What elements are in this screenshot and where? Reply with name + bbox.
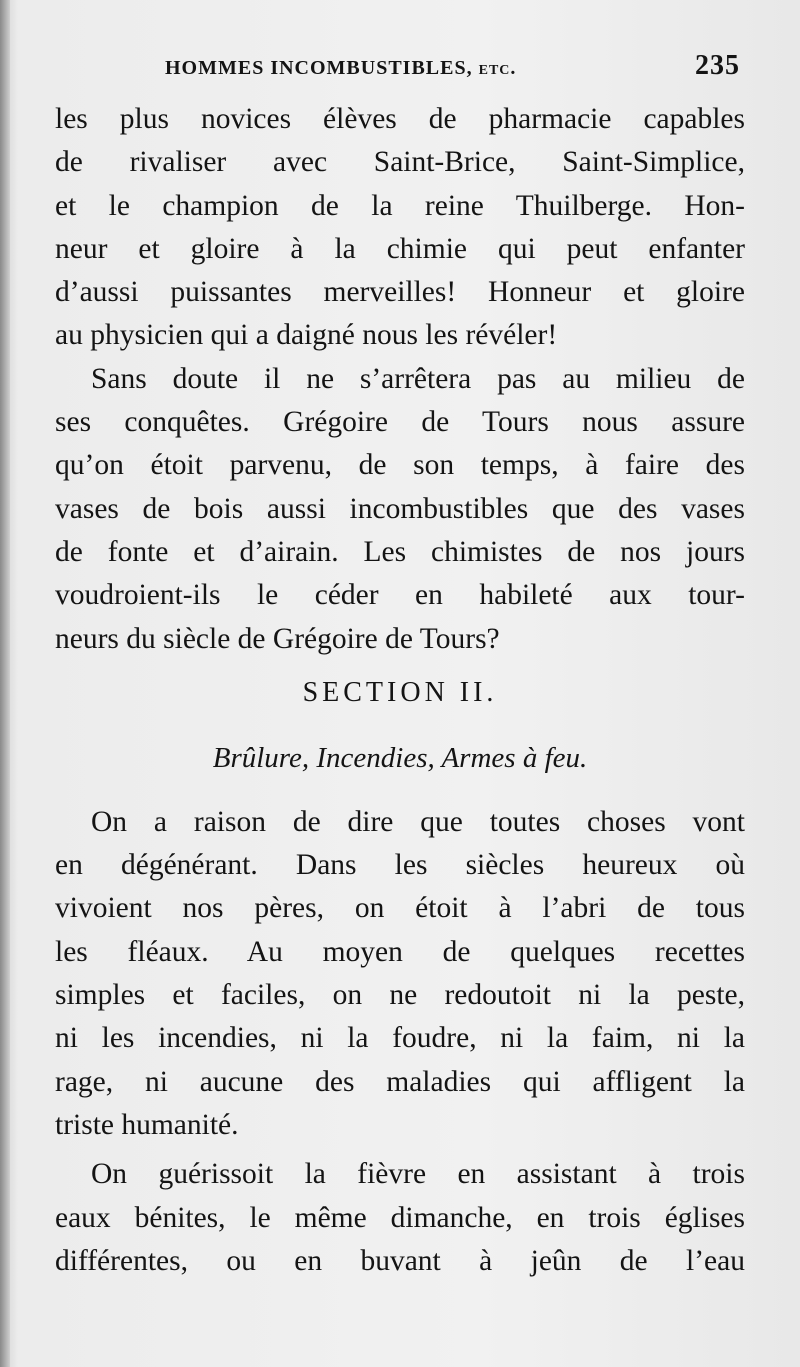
text-line: eaux bénites, le même dimanche, en trois églises <box>55 1201 745 1234</box>
text-line: neurs du siècle de Grégoire de Tours? <box>55 622 500 655</box>
text-line: vivoient nos pères, on étoit à l’abri de tous <box>55 892 745 925</box>
text-line: d’aussi puissantes merveilles! Honneur et gloire <box>55 276 745 309</box>
text-line: qu’on étoit parvenu, de son temps, à faire des <box>55 449 745 482</box>
paragraph <box>55 801 745 1147</box>
text-line: vases de bois aussi incombustibles que des vases <box>55 492 745 525</box>
text-line: de rivaliser avec Saint-Brice, Saint-Simplice, <box>55 146 745 179</box>
page-binding-edge <box>0 0 10 1367</box>
text-line: ses conquêtes. Grégoire de Tours nous assure <box>55 406 745 439</box>
text-line: simples et faciles, on ne redoutoit ni la peste, <box>55 979 745 1012</box>
section-title: SECTION II. <box>302 676 498 708</box>
text-line: ni les incendies, ni la foudre, ni la faim, ni la <box>55 1022 745 1055</box>
text-line: de fonte et d’airain. Les chimistes de nos jours <box>55 535 745 568</box>
text-line: On guérissoit la fièvre en assistant à trois <box>91 1158 745 1191</box>
text-line: différentes, ou en buvant à jeûn de l’eau <box>55 1244 745 1277</box>
paragraph <box>55 1153 745 1283</box>
body-text <box>55 98 745 1283</box>
text-line: triste humanité. <box>55 1108 239 1141</box>
text-line: en dégénérant. Dans les siècles heureux où <box>55 849 745 882</box>
paragraph <box>55 98 745 358</box>
running-title: HOMMES INCOMBUSTIBLES, etc. <box>165 57 517 79</box>
text-line: les fléaux. Au moyen de quelques recettes <box>55 935 745 968</box>
paragraph <box>55 358 745 661</box>
text-line: au physicien qui a daigné nous les révéler! <box>55 319 558 352</box>
text-line: voudroient-ils le céder en habileté aux tour- <box>55 579 745 612</box>
text-line: On a raison de dire que toutes choses vont <box>91 805 745 838</box>
text-line: neur et gloire à la chimie qui peut enfanter <box>55 232 745 265</box>
text-line: et le champion de la reine Thuilberge. Hon- <box>55 189 745 222</box>
text-line: rage, ni aucune des maladies qui affligent la <box>55 1065 745 1098</box>
text-line: Sans doute il ne s’arrêtera pas au milieu de <box>91 362 745 395</box>
running-head <box>165 50 740 82</box>
page-number: 235 <box>695 50 740 81</box>
text-line: les plus novices élèves de pharmacie capables <box>55 103 745 135</box>
section-subtitle: Brûlure, Incendies, Armes à feu. <box>212 741 588 774</box>
